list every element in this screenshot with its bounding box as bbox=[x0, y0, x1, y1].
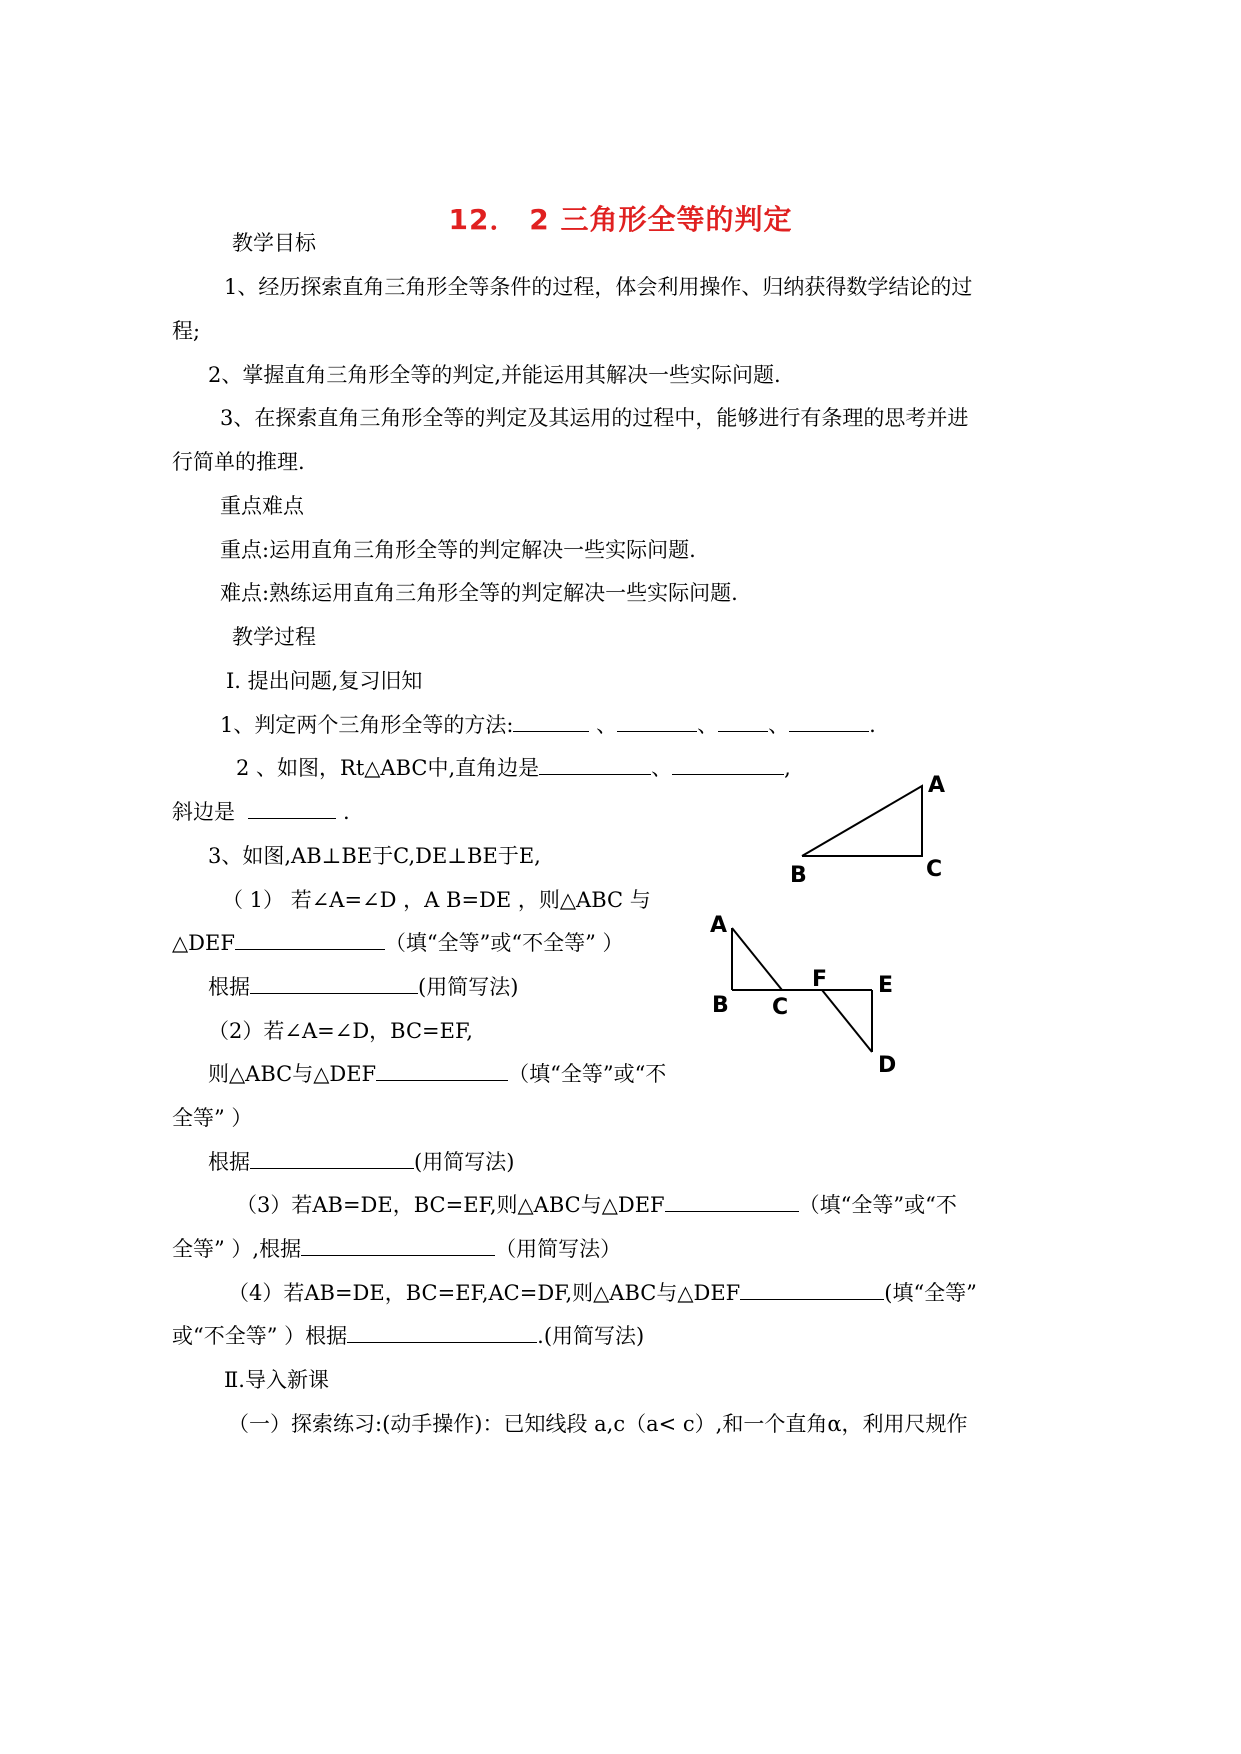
vertex-label-e: E bbox=[878, 973, 894, 998]
page-title: 12． 2 三角形全等的判定 bbox=[448, 203, 793, 236]
question-1: 1、判定两个三角形全等的方法: 、 、 、 . bbox=[220, 713, 876, 737]
process-heading: 教学过程 bbox=[232, 625, 316, 649]
question-3-4-line-1: （4）若AB=DE，BC=EF,AC=DF,则△ABC与△DEF (填“全等” bbox=[228, 1281, 977, 1305]
question-2: 2 、如图，Rt△ABC中,直角边是 、 , bbox=[236, 756, 791, 780]
answer-blank[interactable] bbox=[672, 754, 784, 775]
segment-fd bbox=[822, 990, 872, 1052]
segment-ac bbox=[732, 928, 782, 990]
triangles-abc-def-figure bbox=[700, 900, 920, 1080]
goal-2: 2、掌握直角三角形全等的判定,并能运用其解决一些实际问题. bbox=[208, 363, 781, 387]
goal-1-line-1: 1、经历探索直角三角形全等条件的过程，体会利用操作、归纳获得数学结论的过 bbox=[224, 275, 973, 299]
key-point: 重点:运用直角三角形全等的判定解决一些实际问题. bbox=[220, 538, 696, 562]
answer-blank[interactable] bbox=[740, 1279, 884, 1300]
triangle-abc-outline bbox=[802, 786, 922, 856]
goal-3-line-2: 行简单的推理. bbox=[172, 450, 305, 474]
question-2-text: 2 、如图，Rt△ABC中,直角边是 bbox=[236, 756, 540, 780]
question-3-3-line-2: 全等” ）,根据 （用简写法） bbox=[172, 1237, 622, 1261]
section-2-heading: Ⅱ.导入新课 bbox=[224, 1368, 329, 1392]
question-2-line-2: 斜边是 . bbox=[172, 800, 350, 824]
answer-blank[interactable] bbox=[376, 1060, 508, 1081]
question-3-2-line-2: 则△ABC与△DEF （填“全等”或“不 bbox=[208, 1062, 667, 1086]
triangle-abc-figure bbox=[780, 770, 960, 890]
goals-heading: 教学目标 bbox=[232, 231, 316, 255]
question-1-text: 1、判定两个三角形全等的方法: bbox=[220, 713, 514, 737]
question-3-1-basis: 根据 (用简写法) bbox=[208, 975, 519, 999]
vertex-label-b: B bbox=[790, 863, 807, 888]
answer-blank[interactable] bbox=[248, 798, 336, 819]
answer-blank[interactable] bbox=[250, 973, 418, 994]
question-3-1-line-2: △DEF （填“全等”或“不全等” ） bbox=[172, 931, 624, 955]
question-3-2-line-1: （2）若∠A=∠D，BC=EF, bbox=[208, 1019, 473, 1043]
answer-blank[interactable] bbox=[235, 929, 385, 950]
answer-blank[interactable] bbox=[718, 711, 768, 732]
vertex-label-a: A bbox=[710, 913, 728, 938]
answer-blank[interactable] bbox=[513, 711, 589, 732]
vertex-label-a: A bbox=[928, 773, 946, 798]
answer-blank[interactable] bbox=[301, 1235, 495, 1256]
answer-blank[interactable] bbox=[539, 754, 651, 775]
section-1-heading: Ⅰ. 提出问题,复习旧知 bbox=[226, 669, 423, 693]
goal-1-line-2: 程; bbox=[172, 319, 201, 343]
explore-exercise: （一）探索练习:(动手操作)：已知线段 a,c（a< c）,和一个直角α，利用尺规作 bbox=[228, 1412, 968, 1436]
question-3-2-basis: 根据 (用简写法) bbox=[208, 1150, 515, 1174]
vertex-label-d: D bbox=[878, 1053, 897, 1078]
vertex-label-c: C bbox=[926, 857, 943, 882]
question-3-2-line-3: 全等” ） bbox=[172, 1106, 253, 1130]
vertex-label-c: C bbox=[772, 995, 789, 1020]
goal-3-line-1: 3、在探索直角三角形全等的判定及其运用的过程中，能够进行有条理的思考并进 bbox=[220, 406, 969, 430]
key-heading: 重点难点 bbox=[220, 494, 304, 518]
vertex-label-b: B bbox=[712, 993, 729, 1018]
vertex-label-f: F bbox=[812, 967, 828, 992]
answer-blank[interactable] bbox=[789, 711, 869, 732]
question-3-4-line-2: 或“不全等” ）根据 .(用简写法) bbox=[172, 1324, 645, 1348]
difficult-point: 难点:熟练运用直角三角形全等的判定解决一些实际问题. bbox=[220, 581, 738, 605]
question-3-1-line-1: （ 1） 若∠A=∠D ，A B=DE ，则△ABC 与 bbox=[222, 888, 651, 912]
answer-blank[interactable] bbox=[250, 1148, 414, 1169]
answer-blank[interactable] bbox=[347, 1322, 537, 1343]
question-3: 3、如图,AB⊥BE于C,DE⊥BE于E, bbox=[208, 844, 541, 868]
answer-blank[interactable] bbox=[665, 1191, 799, 1212]
question-3-3-line-1: （3）若AB=DE，BC=EF,则△ABC与△DEF （填“全等”或“不 bbox=[236, 1193, 957, 1217]
answer-blank[interactable] bbox=[617, 711, 697, 732]
